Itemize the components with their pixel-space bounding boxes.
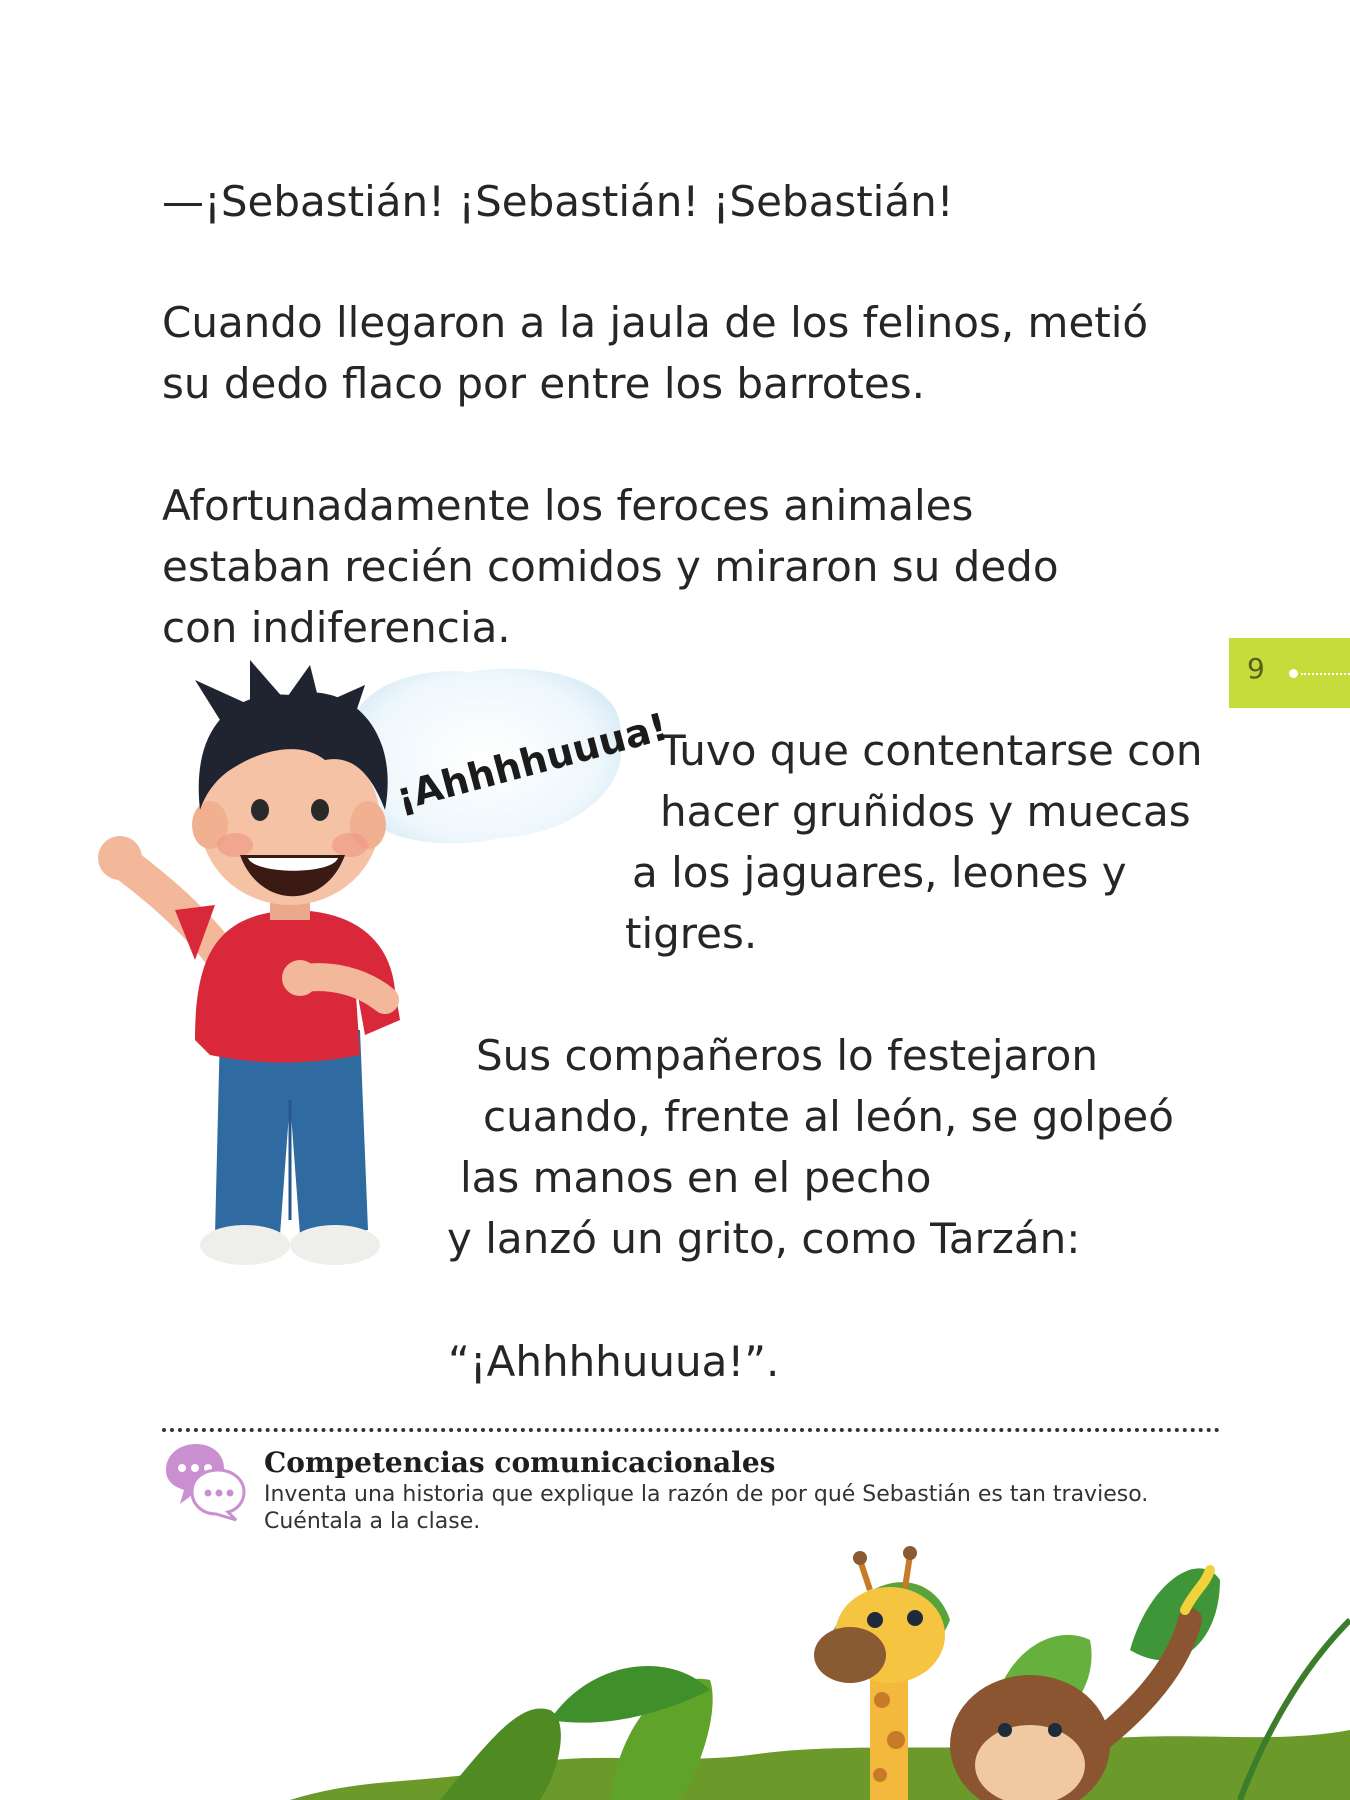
- jungle-illustration: [290, 1540, 1350, 1800]
- section-divider: [162, 1428, 1220, 1432]
- story-paragraph-6: [448, 1331, 779, 1392]
- activity-text: [264, 1481, 1199, 1535]
- story-line: hacer gruñidos y muecas: [660, 787, 1191, 836]
- story-line: Tuvo que contentarse con: [660, 726, 1203, 775]
- boy-illustration: [100, 660, 673, 1340]
- story-line: Sus compañeros lo festejaron: [476, 1031, 1098, 1080]
- story-paragraph-3: [162, 475, 1059, 658]
- tab-dotted-line: [1301, 673, 1350, 675]
- story-line: cuando, frente al león, se golpeó: [483, 1092, 1174, 1141]
- story-line: estaban recién comidos y miraron su dedo: [162, 542, 1059, 591]
- speech-bubble-text: ¡Ahhhhuuua!: [391, 704, 673, 820]
- page-number: 9: [1247, 652, 1265, 685]
- speech-bubble: [345, 669, 672, 865]
- speech-bubbles-icon: [162, 1440, 248, 1520]
- story-line: “¡Ahhhhuuua!”.: [448, 1337, 780, 1386]
- story-line: las manos en el pecho: [460, 1153, 932, 1202]
- story-line: tigres.: [625, 909, 758, 958]
- page-number-tab: [1229, 638, 1350, 708]
- story-line: y lanzó un grito, como Tarzán:: [447, 1214, 1081, 1263]
- activity-text-line: Cuéntala a la clase.: [264, 1509, 481, 1534]
- story-line: —¡Sebastián! ¡Sebastián! ¡Sebastián!: [162, 177, 954, 226]
- story-line: a los jaguares, leones y: [632, 848, 1127, 897]
- activity-title: Competencias comunicacionales: [264, 1446, 776, 1479]
- story-line: Afortunadamente los feroces animales: [162, 481, 974, 530]
- story-line: Cuando llegaron a la jaula de los felinos, metió: [162, 298, 1149, 347]
- story-paragraph-1: [162, 171, 954, 232]
- story-paragraph-2: [162, 292, 1148, 414]
- story-line: con indiferencia.: [162, 603, 511, 652]
- activity-text-line: Inventa una historia que explique la razón de por qué Sebastián es tan travieso.: [264, 1482, 1149, 1507]
- tab-dot: [1289, 669, 1298, 678]
- story-line: su dedo flaco por entre los barrotes.: [162, 359, 925, 408]
